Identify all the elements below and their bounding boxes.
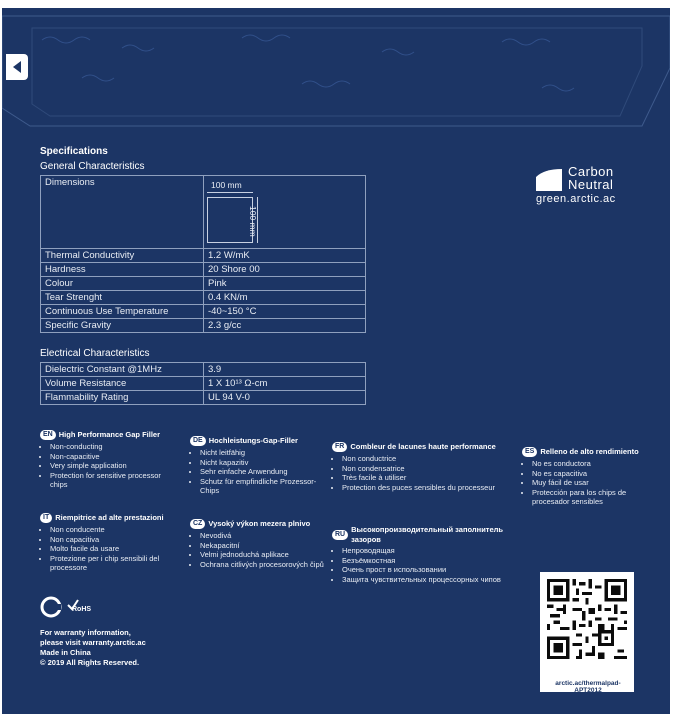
- qr-caption: arctic.ac/thermalpad-APT2012: [555, 680, 621, 694]
- lang-block-de: [190, 436, 320, 496]
- lang-block-ru: [332, 525, 522, 584]
- list-item: • Защита чувствительных процессорных чипов: [342, 575, 522, 585]
- table-row: [41, 305, 366, 319]
- list-item: • Velmi jednoduchá aplikace: [200, 550, 330, 560]
- list-item: • Sehr einfache Anwendung: [200, 467, 320, 477]
- list-item: • Protection des puces sensibles du processeur: [342, 483, 512, 493]
- row-value: 2.3 g/cc: [204, 319, 366, 333]
- list-item: • Очень прост в использовании: [342, 565, 522, 575]
- row-label: Hardness: [41, 263, 204, 277]
- general-characteristics-title: General Characteristics: [40, 161, 145, 172]
- lang-title: Vysoký výkon mezera plnivo: [208, 519, 311, 529]
- lang-badge: IT: [40, 513, 52, 523]
- list-item: • Protezione per i chip sensibili del processore: [50, 554, 180, 573]
- leaf-icon: [534, 167, 564, 193]
- lang-title: Riempitrice ad alte prestazioni: [55, 513, 164, 523]
- dimension-width: 100 mm: [211, 180, 242, 190]
- list-item: • Ochrana citlivých procesorových čipů: [200, 560, 330, 570]
- table-row: [41, 249, 366, 263]
- lang-title: High Performance Gap Filler: [58, 430, 161, 440]
- list-item: • Non-conducting: [50, 442, 180, 452]
- lang-badge: CZ: [190, 519, 205, 529]
- row-value: 1.2 W/mK: [204, 249, 366, 263]
- qr-code-panel[interactable]: [540, 572, 634, 692]
- lang-block-en: [40, 430, 180, 490]
- list-item: • Non capacitiva: [50, 535, 180, 545]
- list-item: • Nicht kapazitiv: [200, 458, 320, 468]
- dimensions-label: Dimensions: [41, 176, 204, 249]
- table-row: [41, 263, 366, 277]
- lang-block-cz: [190, 519, 330, 569]
- row-value: -40~150 °C: [204, 305, 366, 319]
- lang-title: Combleur de lacunes haute performance: [350, 442, 496, 452]
- lang-badge: ES: [522, 447, 537, 457]
- row-label: Specific Gravity: [41, 319, 204, 333]
- package-flap: [2, 8, 670, 133]
- list-item: • Безъёмкостная: [342, 556, 522, 566]
- row-label: Continuous Use Temperature: [41, 305, 204, 319]
- table-row: [41, 363, 366, 377]
- lang-badge: FR: [332, 442, 347, 452]
- table-row: [41, 291, 366, 305]
- package-back: [2, 8, 670, 714]
- certification-logos: [40, 596, 110, 618]
- row-label: Dielectric Constant @1MHz: [41, 363, 204, 377]
- row-label: Tear Strenght: [41, 291, 204, 305]
- list-item: • Muy fácil de usar: [532, 478, 662, 488]
- rohs-label: RoHS: [72, 606, 92, 613]
- lang-badge: DE: [190, 436, 206, 446]
- table-row: [41, 176, 366, 249]
- list-item: • Schutz für empfindliche Prozessor-Chips: [200, 477, 320, 496]
- list-item: • Molto facile da usare: [50, 544, 180, 554]
- lang-block-it: [40, 513, 180, 573]
- list-item: • Non conducente: [50, 525, 180, 535]
- open-tab-arrow-icon[interactable]: [6, 54, 28, 80]
- row-value: 0.4 KN/m: [204, 291, 366, 305]
- specifications-title: Specifications: [40, 146, 108, 157]
- list-item: • Protection for sensitive processor chips: [50, 471, 180, 490]
- row-value: 1 X 10¹³ Ω-cm: [204, 377, 366, 391]
- list-item: • No es conductora: [532, 459, 662, 469]
- row-label: Volume Resistance: [41, 377, 204, 391]
- list-item: • Très facile à utiliser: [342, 473, 512, 483]
- electrical-characteristics-table: [40, 362, 366, 405]
- qr-code-icon[interactable]: [547, 579, 627, 659]
- green-url: green.arctic.ac: [536, 193, 616, 205]
- lang-title: Hochleistungs-Gap-Filler: [208, 436, 298, 446]
- table-row: [41, 319, 366, 333]
- general-characteristics-table: [40, 175, 366, 333]
- lang-badge: RU: [332, 530, 348, 540]
- ce-mark-icon: [40, 596, 62, 618]
- row-value: 3.9: [204, 363, 366, 377]
- copyright: © 2019 All Rights Reserved.: [40, 658, 140, 667]
- table-row: [41, 277, 366, 291]
- row-label: Flammability Rating: [41, 391, 204, 405]
- row-label: Thermal Conductivity: [41, 249, 204, 263]
- dimension-height: 100 mm: [248, 206, 258, 237]
- lang-badge: EN: [40, 430, 56, 440]
- width-line: [207, 192, 253, 193]
- table-row: [41, 377, 366, 391]
- list-item: • Protección para los chips de procesador sensibles: [532, 488, 662, 507]
- list-item: • No es capacitiva: [532, 469, 662, 479]
- lang-title: Relleno de alto rendimiento: [540, 447, 639, 457]
- list-item: • Nekapacitní: [200, 541, 330, 551]
- carbon-line1: Carbon: [568, 164, 614, 179]
- warranty-line2: please visit warranty.arctic.ac: [40, 638, 146, 647]
- table-row: [41, 391, 366, 405]
- row-value: UL 94 V-0: [204, 391, 366, 405]
- list-item: • Непроводящая: [342, 546, 522, 556]
- lang-title: Высокопроизводительный заполнитель зазоров: [351, 525, 504, 544]
- row-label: Colour: [41, 277, 204, 291]
- pad-square: [207, 197, 253, 243]
- carbon-line2: Neutral: [568, 177, 614, 192]
- list-item: • Nicht leitfähig: [200, 448, 320, 458]
- electrical-characteristics-title: Electrical Characteristics: [40, 348, 150, 359]
- carbon-neutral-logo: [534, 163, 644, 209]
- list-item: • Very simple application: [50, 461, 180, 471]
- made-in-china: Made in China: [40, 648, 91, 657]
- warranty-info: [40, 628, 146, 668]
- dimensions-diagram: [207, 180, 295, 250]
- lang-block-fr: [332, 442, 512, 492]
- list-item: • Non-capacitive: [50, 452, 180, 462]
- list-item: • Non conductrice: [342, 454, 512, 464]
- row-value: Pink: [204, 277, 366, 291]
- carbon-neutral-text: [568, 165, 614, 191]
- lang-block-es: [522, 447, 662, 507]
- row-value: 20 Shore 00: [204, 263, 366, 277]
- warranty-line1: For warranty information,: [40, 628, 131, 637]
- list-item: • Nevodivá: [200, 531, 330, 541]
- list-item: • Non condensatrice: [342, 464, 512, 474]
